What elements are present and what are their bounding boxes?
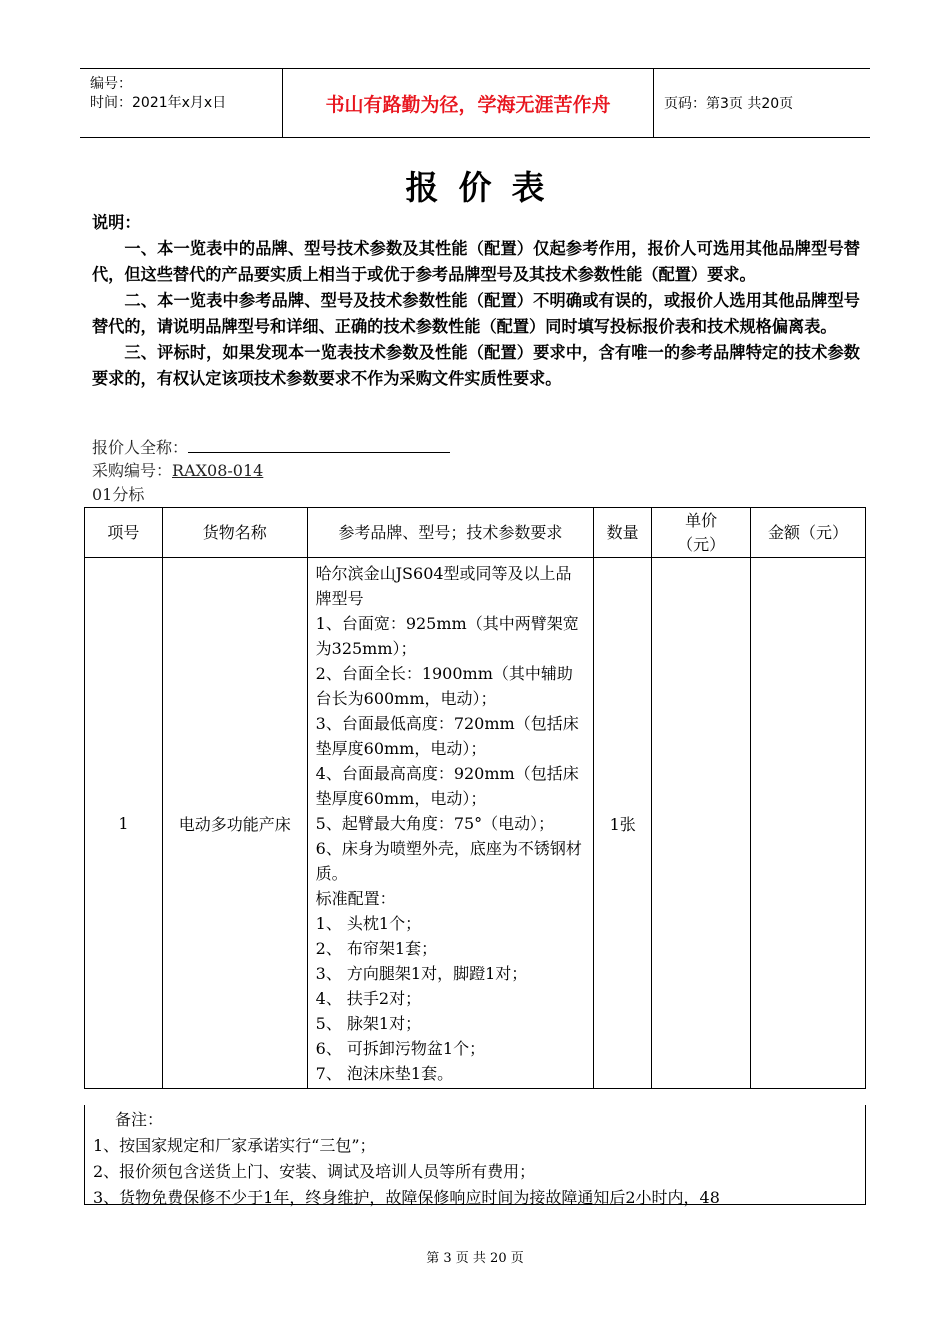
col-header-unit-price	[652, 508, 751, 558]
table-row	[85, 558, 866, 1089]
page-header	[80, 68, 870, 138]
header-number: 编号：	[90, 76, 132, 92]
spec-line: 6、床身为喷塑外壳，底座为不锈钢材质。	[315, 839, 582, 883]
remarks-box	[84, 1105, 866, 1205]
spec-line: 3、台面最低高度：720mm（包括床垫厚度60mm，电动）；	[315, 714, 579, 758]
cell-no: 1	[85, 558, 163, 1089]
cell-name	[162, 558, 307, 1089]
procurement-label: 采购编号：	[92, 461, 173, 480]
note-item: 二、本一览表中参考品牌、型号及技术参数性能（配置）不明确或有误的，或报价人选用其他品牌型号替代的，请说明品牌型号和详细、正确的技术参数性能（配置）同时填写投标报价表和技术规格偏离表。	[92, 291, 860, 336]
procurement-row	[92, 459, 263, 483]
page-footer: 第 3 页 共 20 页	[426, 1251, 524, 1266]
cell-spec	[307, 558, 594, 1089]
table-header-row	[85, 508, 866, 558]
lot-label: 01分标	[92, 485, 145, 504]
col-header-unit-price-text: 单价（元）	[677, 510, 726, 554]
col-header-amount: 金额（元）	[751, 508, 866, 558]
remark-item: 1、按国家规定和厂家承诺实行“三包”；	[93, 1136, 376, 1155]
spec-line: 哈尔滨金山JS604型或同等及以上品牌型号	[315, 564, 572, 608]
notes-section	[92, 210, 860, 392]
col-header-name: 货物名称	[162, 508, 307, 558]
spec-line: 4、 扶手2对；	[315, 989, 422, 1008]
col-header-qty: 数量	[594, 508, 652, 558]
cell-unit-price[interactable]	[652, 558, 751, 1089]
header-page-code: 页码：第3页 共20页	[664, 96, 794, 112]
procurement-number: RAX08-014	[172, 461, 264, 480]
bidder-label: 报价人全称：	[92, 438, 189, 457]
spec-line: 1、台面宽：925mm（其中两臂架宽为325mm）；	[315, 614, 579, 658]
col-header-no: 项号	[85, 508, 163, 558]
spec-line: 5、 脉架1对；	[315, 1014, 422, 1033]
cell-name-text: 电动多功能产床	[178, 814, 291, 834]
quotation-table	[84, 507, 866, 1089]
cell-amount[interactable]	[751, 558, 866, 1089]
spec-line: 3、 方向腿架1对，脚蹬1对；	[315, 964, 528, 983]
col-header-spec: 参考品牌、型号；技术参数要求	[307, 508, 594, 558]
header-time: 时间：2021年x月x日	[90, 95, 227, 111]
spec-line: 2、 布帘架1套；	[315, 939, 438, 958]
header-info	[90, 75, 280, 113]
header-motto: 书山有路勤为径，学海无涯苦作舟	[282, 69, 654, 137]
remark-item: 3、货物免费保修不少于1年，终身维护，故障保修响应时间为接故障通知后2小时内，48	[93, 1188, 720, 1207]
note-item: 一、本一览表中的品牌、型号技术参数及其性能（配置）仅起参考作用，报价人可选用其他品牌型号替代，但这些替代的产品要实质上相当于或优于参考品牌型号及其技术参数性能（配置）要求。	[92, 239, 860, 284]
remark-item: 2、报价须包含送货上门、安装、调试及培训人员等所有费用；	[93, 1162, 536, 1181]
spec-line: 2、台面全长：1900mm（其中辅助台长为600mm，电动）；	[315, 664, 573, 708]
spec-line: 7、 泡沫床垫1套。	[315, 1064, 454, 1083]
spec-line: 4、台面最高高度：920mm（包括床垫厚度60mm，电动）；	[315, 764, 579, 808]
spec-line: 标准配置：	[315, 889, 396, 908]
page-title: 报价表	[405, 168, 565, 207]
note-item: 三、评标时，如果发现本一览表技术参数及性能（配置）要求中，含有唯一的参考品牌特定的技术参数要求的，有权认定该项技术参数要求不作为采购文件实质性要求。	[92, 343, 860, 388]
spec-line: 6、 可拆卸污物盆1个；	[315, 1039, 486, 1058]
remarks-label: 备注：	[115, 1110, 164, 1129]
notes-label: 说明：	[92, 213, 141, 232]
spec-line: 1、 头枕1个；	[315, 914, 422, 933]
bidder-name-row	[92, 434, 450, 460]
cell-qty: 1张	[594, 558, 652, 1089]
spec-line: 5、起臂最大角度：75°（电动）；	[315, 814, 555, 833]
bidder-name-blank[interactable]	[188, 434, 450, 453]
